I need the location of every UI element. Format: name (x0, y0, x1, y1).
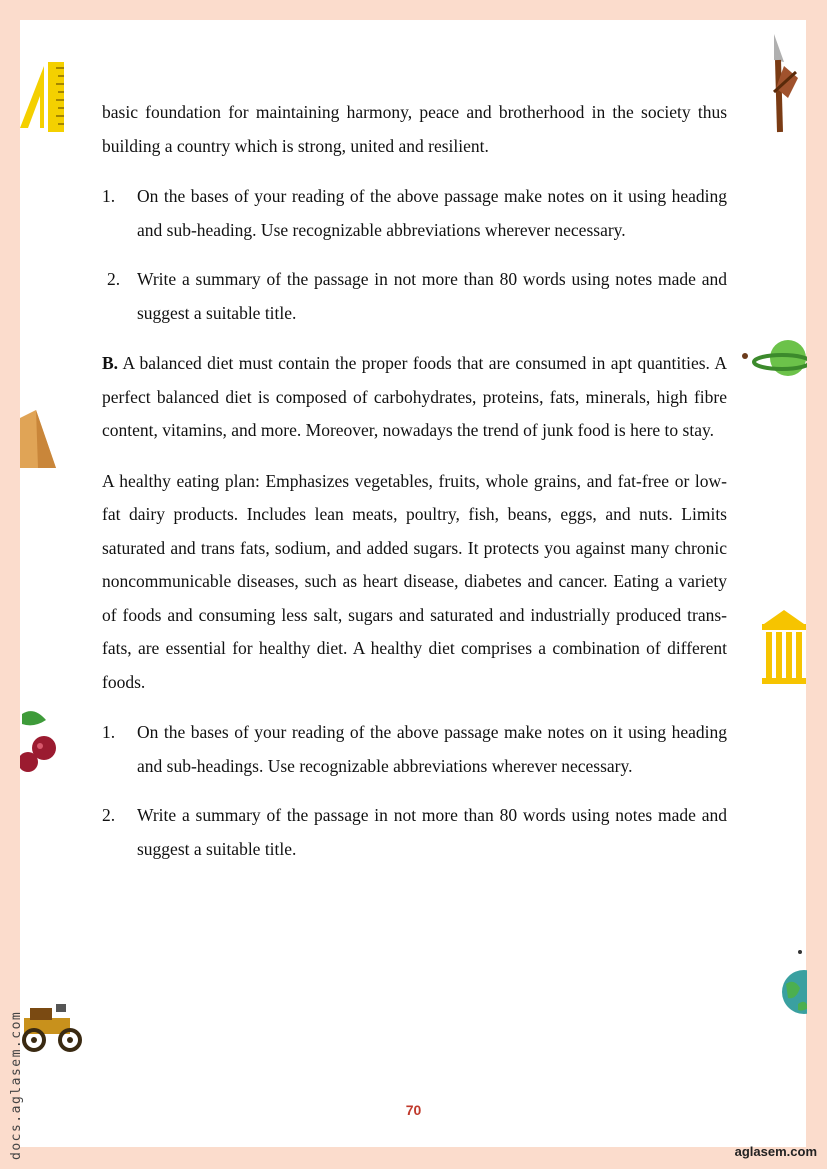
fruit-icon (20, 706, 60, 776)
questions-list-a (102, 180, 727, 330)
list-item-text: Write a summary of the passage in not more than 80 words using notes made and suggest a suitable title. (137, 805, 727, 859)
list-item (102, 263, 727, 330)
planet-icon (740, 336, 807, 382)
document-body (102, 96, 727, 883)
list-item (102, 799, 727, 866)
section-b-paragraph-1 (102, 347, 727, 448)
page-number: 70 (405, 1102, 422, 1118)
greek-temple-icon (760, 608, 807, 688)
site-footer[interactable]: aglasem.com (734, 1144, 817, 1159)
questions-list-b (102, 716, 727, 866)
list-item-number: 1. (102, 722, 116, 742)
watermark-text: docs.aglasem.com (9, 1010, 24, 1160)
list-item-number: 2. (102, 805, 116, 825)
list-item-text: Write a summary of the passage in not more than 80 words using notes made and suggest a suitable title. (137, 269, 727, 323)
globe-icon (778, 948, 807, 1016)
old-car-icon (20, 1000, 84, 1056)
spear-icon (766, 32, 806, 136)
list-item-text: On the bases of your reading of the above passage make notes on it using heading and sub-heading. Use recognizable abbreviations wherever necessary. (137, 186, 727, 240)
list-item-number: 1. (102, 186, 116, 206)
section-b-para1-text: A balanced diet must contain the proper foods that are consumed in apt quantities. A perfect balanced diet is composed of carbohydrates, proteins, fats, minerals, high fibre content, vitamins, and more. Moreover, nowadays the trend of junk food is here to stay. (102, 353, 727, 440)
ruler-triangle-icon (20, 58, 68, 138)
section-b-label: B. (102, 353, 119, 373)
list-item (102, 180, 727, 247)
continuation-paragraph: basic foundation for maintaining harmony, peace and brotherhood in the society thus building a country which is strong, united and resilient. (102, 102, 727, 156)
section-b-paragraph-2: A healthy eating plan: Emphasizes vegetables, fruits, whole grains, and fat-free or low-fat dairy products. Includes lean meats, poultry, fish, beans, eggs, and nuts. Limits saturated and trans fats, sodium, and added sugars. It protects you against many chronic noncommunicable diseases, such as heart disease, diabetes and cancer. Eating a variety of foods and consuming less salt, sugars and saturated and industrially produced trans-fats, are essential for healthy diet. A healthy diet comprises a combination of different foods. (102, 470, 727, 692)
list-item (102, 716, 727, 783)
list-item-number: 2. (107, 269, 121, 289)
list-item-text: On the bases of your reading of the above passage make notes on it using heading and sub-headings. Use recognizable abbreviations wherever necessary. (137, 722, 727, 776)
pyramid-icon (20, 410, 58, 470)
